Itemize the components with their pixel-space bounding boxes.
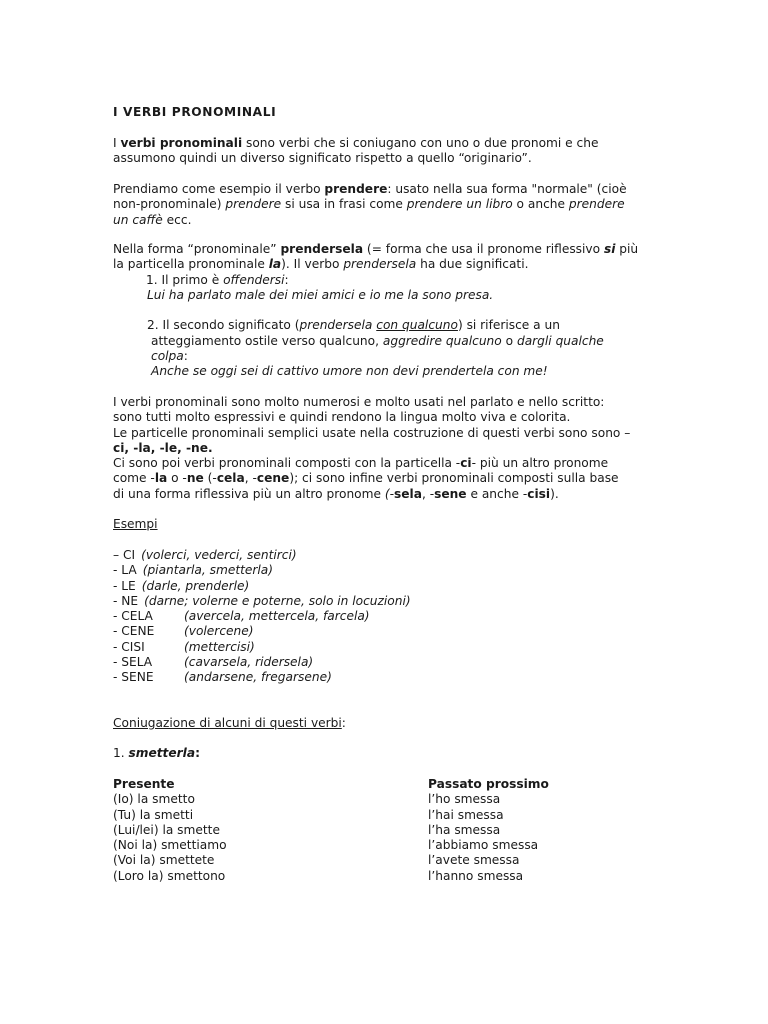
intro-paragraph: I verbi pronominali sono verbi che si coniugano con uno o due pronomi e che assumono quindi un diverso significato rispetto a quello “originario”. bbox=[113, 136, 599, 166]
table-cell: (Noi la) smettiamo bbox=[113, 838, 227, 853]
meaning-two: 2. Il secondo significato (prendersela con qualcuno) si riferisce a un bbox=[147, 318, 560, 333]
table-cell: l’abbiamo smessa bbox=[428, 838, 539, 853]
passato-prossimo-header: Passato prossimo bbox=[428, 777, 549, 791]
list-item: - NE (darne; volerne e poterne, solo in locuzioni) bbox=[113, 593, 411, 608]
presente-column bbox=[113, 777, 393, 884]
list-item: - CELA (avercela, mettercela, farcela) bbox=[113, 609, 370, 624]
table-cell: (Tu) la smetti bbox=[113, 807, 194, 822]
table-cell: (Loro la) smettono bbox=[113, 868, 226, 883]
list-item: - CISI (mettercisi) bbox=[113, 639, 255, 654]
particles-list: ci, -la, -le, -ne. bbox=[113, 440, 213, 455]
uso-paragraph: I verbi pronominali sono molto numerosi e molto usati nel parlato e nello scritto: sono tutti molto espressivi e quindi rendono la lingua molto viva e colorita. Le particelle pronominali semplici usate nella costruzione di questi verbi sono sono – ci, -la, -le, -ne. Ci sono poi verbi pronominali composti con la particella -ci- più un altro pronome come -la o -ne (-cela, -cene); ci sono infine verbi pronominali composti sulla base di una forma riflessiva più un altro pronome (-sela, -sene e anche -cisi). bbox=[113, 395, 631, 501]
table-cell: l’hanno smessa bbox=[428, 868, 524, 883]
term-verbi-pronominali: verbi pronominali bbox=[120, 136, 243, 150]
prendere-paragraph: Prendiamo come esempio il verbo prendere: usato nella sua forma "normale" (cioè non-pronominale) prendere si usa in frasi come prendere un libro o anche prendere un caffè ecc. bbox=[113, 182, 627, 227]
meaning-one: 1. Il primo è offendersi: bbox=[146, 272, 289, 287]
esempi-list bbox=[113, 548, 673, 686]
example-sentence-one: Lui ha parlato male dei miei amici e io me la sono presa. bbox=[147, 287, 494, 302]
coniugazione-heading: Coniugazione di alcuni di questi verbi bbox=[113, 716, 342, 730]
document-page: I VERBI PRONOMINALI I verbi pronominali sono verbi che si coniugano con uno o due pronomi e che assumono quindi un diverso significato rispetto a quello “originario”. Prendiamo come esempio il verbo prendere: usato nella sua forma "normale" (cioè non-pronominale) prendere si usa in frasi come prendere un libro o anche prendere un caffè ecc. Nella forma “pronominale” prendersela (= forma che usa il pronome riflessivo si più la particella pronominale la). Il verbo prendersela ha due significati. 1. Il primo è offendersi: Lui ha parlato male dei miei amici e io me la sono presa. 2. Il secondo significato (prendersela con qualcuno) si riferisce a un atteggiamento ostile verso qualcuno, aggredire qualcuno o dargli qualche colpa: Anche se oggi sei di cattivo umore non devi prendertela con me! I verbi pronominali sono molto numerosi e molto usati nel parlato e nello scritto: sono tutti molto espressivi e quindi rendono la lingua molto viva e colorita. Le particelle pronominali semplici usate nella costruzione di questi verbi sono sono – ci, -la, -le, -ne. Ci sono poi verbi pronominali composti con la particella -ci- più un altro pronome come -la o -ne (-cela, -cene); ci sono infine verbi pronominali composti sulla base di una forma riflessiva più un altro pronome (-sela, -sene e anche -cisi). Esempi – CI (volerci, vederci, sentirci) - LA (piantarla, smetterla) - LE (darle, prenderle) - NE (darne; volerne e poterne, solo in locuzioni) - CELA (avercela, mettercela, farcela) - CENE (volercene) - CISI (mettercisi) - SELA (cavarsela, ridersela) - SENE (andarsene, fregarsene) Coniugazione di alcuni di questi verbi: 1. smetterla: Presente (Io) la smetto (Tu) la smetti (Lui/lei) la smette (Noi la) smettiamo (Voi la) smettete (Loro la) smettono Passato prossimo l’ho smessa l’hai smessa l’ha smessa l’abbiamo smessa l’avete smessa l’hanno smessa bbox=[0, 0, 768, 1024]
table-cell: (Voi la) smettete bbox=[113, 853, 215, 868]
list-item: - SENE (andarsene, fregarsene) bbox=[113, 670, 332, 685]
page-title: I VERBI PRONOMINALI bbox=[113, 105, 277, 119]
table-cell: l’hai smessa bbox=[428, 807, 504, 822]
esempi-heading: Esempi bbox=[113, 517, 158, 531]
list-item: - SELA (cavarsela, ridersela) bbox=[113, 655, 314, 670]
list-item: - LA (piantarla, smetterla) bbox=[113, 563, 274, 578]
table-cell: l’ha smessa bbox=[428, 822, 501, 837]
example-sentence-two: Anche se oggi sei di cattivo umore non devi prendertela con me! bbox=[151, 364, 548, 379]
presente-header: Presente bbox=[113, 777, 175, 791]
list-item: – CI (volerci, vederci, sentirci) bbox=[113, 548, 297, 562]
list-item: - CENE (volercene) bbox=[113, 624, 254, 639]
list-item: - LE (darle, prenderle) bbox=[113, 578, 250, 593]
forma-pronominale-paragraph: Nella forma “pronominale” prendersela (= forma che usa il pronome riflessivo si più la particella pronominale la). Il verbo prendersela ha due significati. 1. Il primo è offendersi: Lui ha parlato male dei miei amici e io me la sono presa. 2. Il secondo significato (prendersela con qualcuno) si riferisce a un atteggiamento ostile verso qualcuno, aggredire qualcuno o dargli qualche colpa: Anche se oggi sei di cattivo umore non devi prendertela con me! bbox=[113, 242, 673, 380]
table-cell: l’avete smessa bbox=[428, 853, 520, 868]
table-cell: (Lui/lei) la smette bbox=[113, 822, 220, 837]
verb-heading: 1. smetterla: bbox=[113, 746, 200, 760]
table-cell: l’ho smessa bbox=[428, 792, 501, 807]
table-cell: (Io) la smetto bbox=[113, 792, 195, 807]
passato-prossimo-column bbox=[428, 777, 688, 884]
